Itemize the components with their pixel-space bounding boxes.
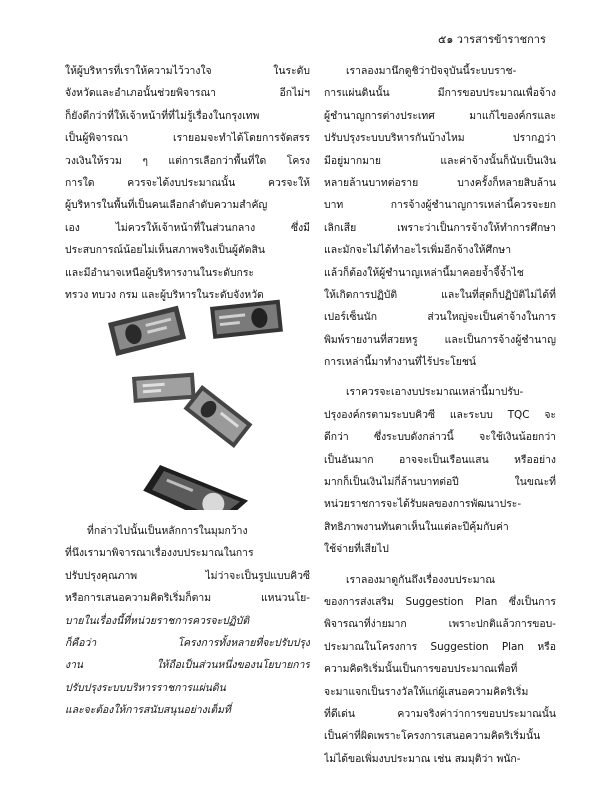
text-line: เราลองมานึกดูชิว่าปัจจุบันนี้ระบบราช- <box>346 65 517 77</box>
banknote-4 <box>132 373 196 403</box>
banknotes-photo <box>90 295 305 510</box>
text-line: และมักจะไม่ได้ทำอะไรเพิ่มอีกจ้างให้ศึกษา <box>324 244 512 257</box>
text-line-italic: ปรับปรุงระบบบริหารราชการแผ่นดิน <box>65 681 226 694</box>
paragraph-gap <box>324 561 556 569</box>
text-line-italic: และจะต้องให้การสนับสนุนอย่างเต็มที่ <box>65 704 231 717</box>
text-line: เอง ไม่ควรให้เจ้าหน้าที่ในส่วนกลาง ซึ่งมี <box>65 221 310 234</box>
text-line: หน่วยราชการจะได้รับผลของการพัฒนาประ- <box>324 498 522 511</box>
text-line: เป็นผู้พิจารณา เรายอมจะทำได้โดยการจัดสรร <box>65 132 310 145</box>
text-line: ประมาณในโครงการ Suggestion Plan หรือ <box>324 640 556 653</box>
text-line: ปรับปรุงระบบบริหารกันบ้างไหม ปรากฏว่า <box>324 132 556 145</box>
text-line: ให้เกิดการปฏิบัติ และในที่สุดก็ปฏิบัติไม่ได้ที่ <box>324 288 556 301</box>
text-line: ผู้ชำนาญการต่างประเทศ มาแก้ไของค์กรและ <box>324 109 556 122</box>
text-line: ผู้บริหารในพื้นที่เป็นคนเลือกลำดับความสำคัญ <box>65 199 268 212</box>
text-line: ที่ดีเด่น ความจริงค่าว่าการขอบประมาณนั้น <box>324 707 556 720</box>
left-column-top <box>65 60 310 306</box>
text-line: สิทธิภาพงานทันตาเห็นในแต่ละปีคุ้มกับค่า <box>324 520 509 533</box>
text-line: จะมาแจกเป็นรางวัลให้แก่ผู้เสนอความคิดริเริ่ม <box>324 685 529 698</box>
text-line: เราควรจะเอางบประมาณเหล่านี้มาปรับ- <box>346 386 524 399</box>
text-line: หรือการเสนอความคิดริเริ่มก็ตาม แหนวนโย- <box>65 592 310 605</box>
paragraph-gap <box>324 373 556 381</box>
text-line: ทรวง ทบวง กรม และผู้บริหารในระดับจังหวัด <box>65 288 264 301</box>
text-line: การใด ควรจะได้งบประมาณนั้น ควรจะให้ <box>65 176 310 189</box>
text-line: ปรับปรุงคุณภาพ ไม่ว่าจะเป็นรูปแบบคิวซี <box>65 569 310 582</box>
banknote-2 <box>210 300 283 339</box>
text-line: ใช้จ่ายที่เสียไป <box>324 543 389 556</box>
text-line: เป็นอันมาก อาจจะเป็นเรือนแสน หรืออย่าง <box>324 453 556 466</box>
text-line-italic: งาน ให้ถือเป็นส่วนหนึ่งของนโยบายการ <box>65 659 310 672</box>
banknote-1 <box>108 306 186 356</box>
text-line: มากก็เป็นเงินไม่กี่ล้านบาทต่อปี ในขณะที่ <box>324 476 556 489</box>
text-line-italic: บายในเรื่องนี้ที่หน่วยราชการควรจะปฏิบัติ <box>65 614 250 627</box>
text-line-italic: ก็คือว่า โครงการทั้งหลายที่จะปรับปรุง <box>65 636 310 649</box>
text-line: ของการส่งเสริม Suggestion Plan ซึ่งเป็นการ <box>324 595 556 608</box>
text-line: ประสบการณ์น้อยไม่เห็นสภาพจริงเป็นผู้ตัดสิน <box>65 244 265 257</box>
text-line: ปรุงองค์กรตามระบบคิวซี และระบบ TQC จะ <box>324 408 556 421</box>
left-column-bottom <box>65 520 310 722</box>
text-line: ที่กล่าวไปนั้นเป็นหลักการในมุมกว้าง <box>87 525 248 537</box>
right-column <box>324 60 556 770</box>
running-head: ๕๑ วารสารข้าราชการ <box>438 33 546 46</box>
text-line: เลิกเสีย เพราะว่าเป็นการจ้างให้ทำการศึกษา <box>324 221 556 234</box>
text-line: เปอร์เซ็นนัก ส่วนใหญ่จะเป็นค่าจ้างในการ <box>324 311 556 324</box>
text-line: การแผ่นดินนั้น มีการขอบประมาณเพื่อจ้าง <box>324 87 556 100</box>
text-line: ก็ยังดีกว่าที่ให้เจ้าหน้าที่ที่ไม่รู้เรื่องในกรุงเทพ <box>65 109 260 122</box>
text-line: จังหวัดและอำเภอนั้นช่วยพิจารณา อีกไม่ฯ <box>65 87 310 100</box>
text-line: เป็นค่าที่ผิดเพราะโครงการเสนอความคิดริเริ่มนั้น <box>324 730 541 743</box>
text-line: เราลองมาดูกันถึงเรื่องงบประมาณ <box>346 573 496 586</box>
text-line: บาท การจ้างผู้ชำนาญการเหล่านี้ควรจะยก <box>324 199 556 212</box>
text-line: การเหล่านี้มาทำงานที่ไร้ประโยชน์ <box>324 356 477 369</box>
text-line: ไม่ได้ขอเพิ่มงบประมาณ เช่น สมมุติว่า พนัก- <box>324 752 521 765</box>
text-line: มีอยู่มากมาย และค่าจ้างนั้นก็นับเป็นเงิน <box>324 154 556 167</box>
text-line: ดีกว่า ซึ่งระบบดังกล่าวนี้ จะใช้เงินน้อยกว่า <box>324 431 556 444</box>
text-line: วงเงินให้รวม ๆ แต่การเลือกว่าพื้นที่ใด โครง <box>65 154 310 167</box>
text-line: และมีอำนาจเหนือผู้บริหารงานในระดับกระ <box>65 266 255 279</box>
text-line: พิจารณาที่ง่ายมาก เพราะปกติแล้วการขอบ- <box>324 618 556 631</box>
banknote-5 <box>142 463 248 510</box>
text-line: ความคิดริเริ่มนั้นเป็นการขอบประมาณเพื่อที่ <box>324 663 518 676</box>
text-line: ที่นึงเรามาพิจารณาเรื่องงบประมาณในการ <box>65 547 254 560</box>
text-line: หลายล้านบาทต่อราย บางครั้งก็หลายสิบล้าน <box>324 176 556 189</box>
text-line: แล้วก็ต้องให้ผู้ชำนาญเหล่านี้มาคอยจ้ำจี้จ้ำไช <box>324 266 524 279</box>
text-line: ให้ผู้บริหารที่เราให้ความไว้วางใจ ในระดับ <box>65 65 310 77</box>
text-line: พิมพ์รายงานที่สวยหรู และเป็นการจ้างผู้ชำนาญ <box>324 333 556 346</box>
